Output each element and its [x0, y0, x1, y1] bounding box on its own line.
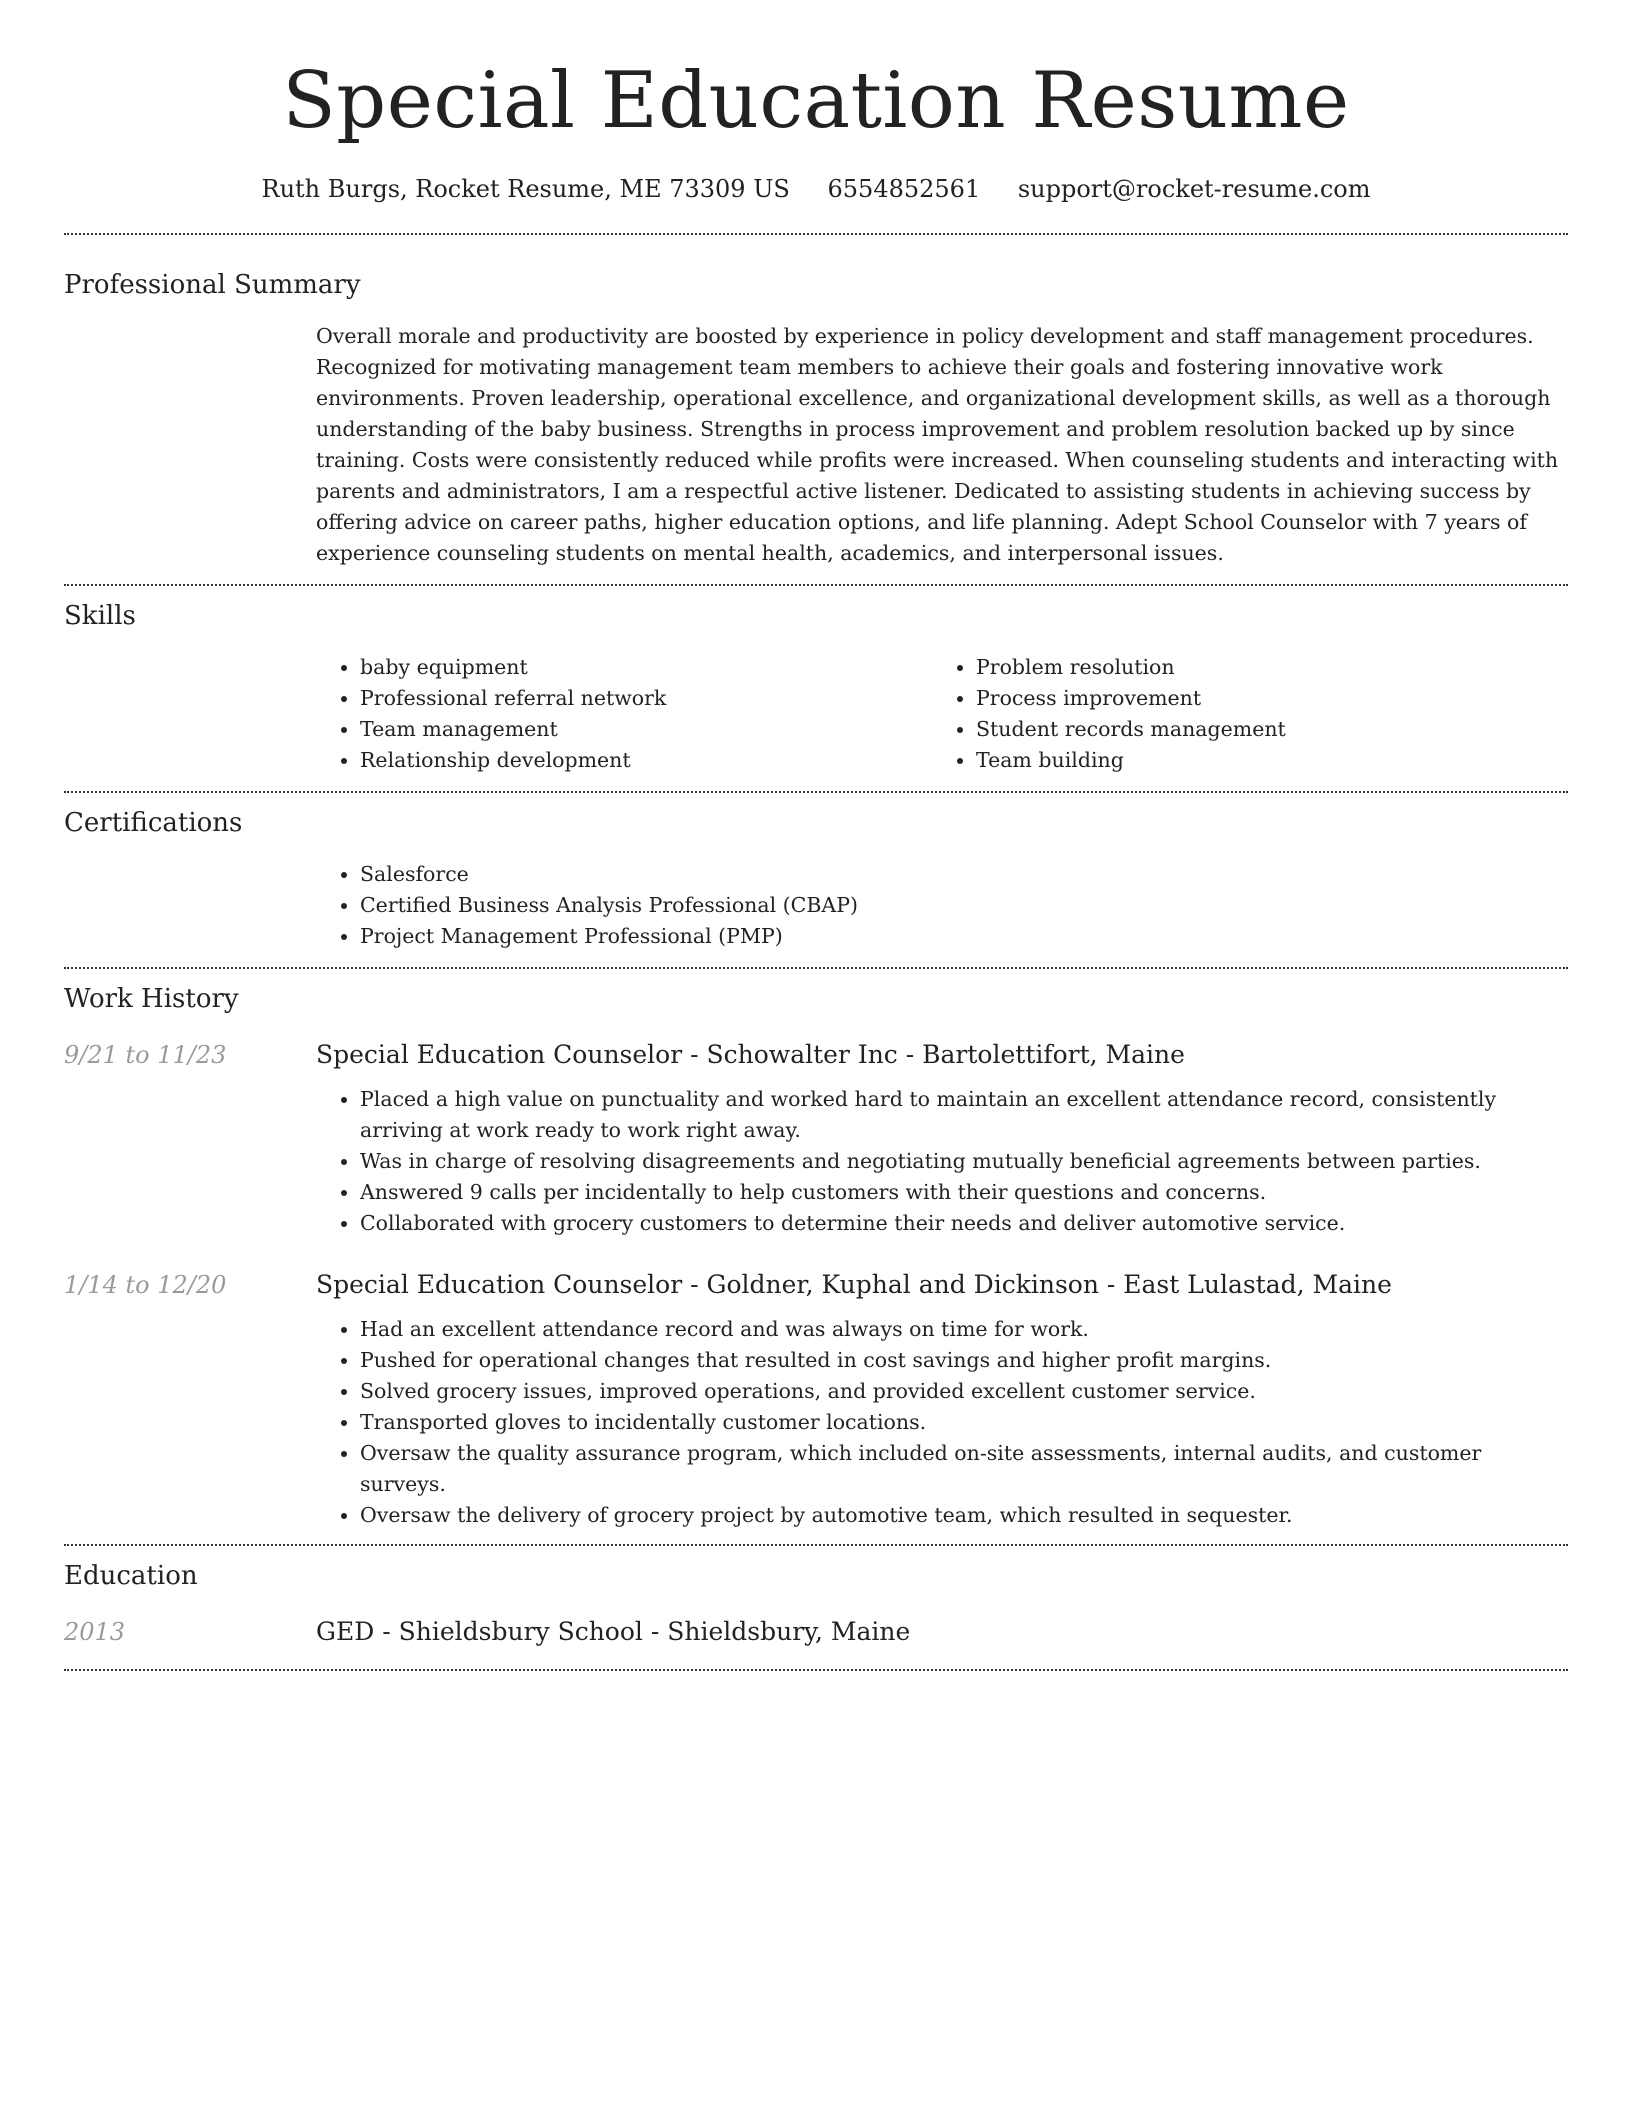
contact-email: support@rocket-resume.com — [1017, 175, 1371, 203]
education-year: 2013 — [64, 1618, 126, 1646]
skill-item: • Professional referral network — [360, 683, 932, 714]
job-duty: • Oversaw the delivery of grocery project by automotive team, which resulted in sequester. — [360, 1500, 1568, 1531]
contact-line — [64, 172, 1568, 206]
contact-phone: 6554852561 — [827, 175, 981, 203]
job-duty: • Oversaw the quality assurance program, which included on-site assessments, internal audits, and customer surveys. — [360, 1438, 1568, 1500]
section-work-history — [64, 969, 1568, 1531]
certifications-content — [316, 859, 1568, 952]
contact-address: Ruth Burgs, Rocket Resume, ME 73309 US — [261, 175, 790, 203]
summary-content — [316, 321, 1568, 569]
education-title: GED - Shieldsbury School - Shieldsbury, Maine — [316, 1617, 911, 1646]
skills-list-right — [932, 652, 1548, 776]
job-duty: • Answered 9 calls per incidentally to help customers with their questions and concerns. — [360, 1177, 1568, 1208]
skills-column-right — [932, 652, 1548, 776]
job-dates: 9/21 to 11/23 — [64, 1041, 227, 1069]
job-duties — [316, 1084, 1568, 1239]
job-title: Special Education Counselor - Schowalter Inc - Bartolettifort, Maine — [316, 1040, 1185, 1069]
job-title: Special Education Counselor - Goldner, Kuphal and Dickinson - East Lulastad, Maine — [316, 1270, 1392, 1299]
certification-item: • Salesforce — [360, 859, 1568, 890]
section-heading-certifications: Certifications — [64, 808, 243, 838]
certifications-list — [316, 859, 1568, 952]
section-professional-summary — [64, 235, 1568, 569]
section-certifications — [64, 793, 1568, 952]
job-entry — [64, 1268, 1568, 1531]
job-header — [64, 1038, 1568, 1072]
job-duty: • Solved grocery issues, improved operations, and provided excellent customer service. — [360, 1376, 1568, 1407]
section-heading-skills: Skills — [64, 601, 136, 631]
job-duty: • Had an excellent attendance record and was always on time for work. — [360, 1314, 1568, 1345]
certification-item: • Certified Business Analysis Professional (CBAP) — [360, 890, 1568, 921]
job-duty: • Was in charge of resolving disagreements and negotiating mutually beneficial agreements between parties. — [360, 1146, 1568, 1177]
skill-item: • Student records management — [976, 714, 1548, 745]
skill-item: • Problem resolution — [976, 652, 1548, 683]
section-skills — [64, 586, 1568, 776]
job-duty: • Collaborated with grocery customers to determine their needs and deliver automotive service. — [360, 1208, 1568, 1239]
section-heading-summary: Professional Summary — [64, 270, 361, 300]
job-duty: • Placed a high value on punctuality and worked hard to maintain an excellent attendance record, consistently arriving at work ready to work right away. — [360, 1084, 1568, 1146]
job-duties-list — [316, 1314, 1568, 1531]
job-dates: 1/14 to 12/20 — [64, 1271, 227, 1299]
skills-column-left — [316, 652, 932, 776]
skill-item: • Team management — [360, 714, 932, 745]
job-duty: • Transported gloves to incidentally customer locations. — [360, 1407, 1568, 1438]
job-header — [64, 1268, 1568, 1302]
education-entry — [64, 1615, 1568, 1649]
certification-item: • Project Management Professional (PMP) — [360, 921, 1568, 952]
section-heading-education: Education — [64, 1561, 198, 1591]
skills-list-left — [316, 652, 932, 776]
job-duties — [316, 1314, 1568, 1531]
skill-item: • Team building — [976, 745, 1548, 776]
section-heading-work-history: Work History — [64, 984, 239, 1014]
job-entry — [64, 1038, 1568, 1239]
document-title: Special Education Resume — [282, 56, 1350, 146]
divider — [64, 1669, 1568, 1671]
summary-text: Overall morale and productivity are boosted by experience in policy development and staff management procedures. Recognized for motivating management team members to achieve their goals and fostering innovative work environments. Proven leadership, operational excellence, and organizational development skills, as well as a thorough understanding of the baby business. Strengths in process improvement and problem resolution backed up by since training. Costs were consistently reduced while profits were increased. When counseling students and interacting with parents and administrators, I am a respectful active listener. Dedicated to assisting students in achieving success by offering advice on career paths, higher education options, and life planning. Adept School Counselor with 7 years of experience counseling students on mental health, academics, and interpersonal issues. — [316, 324, 1559, 565]
skill-item: • baby equipment — [360, 652, 932, 683]
skills-grid — [316, 652, 1568, 776]
skill-item: • Relationship development — [360, 745, 932, 776]
job-duties-list — [316, 1084, 1568, 1239]
section-education — [64, 1546, 1568, 1649]
job-duty: • Pushed for operational changes that resulted in cost savings and higher profit margins. — [360, 1345, 1568, 1376]
skill-item: • Process improvement — [976, 683, 1548, 714]
